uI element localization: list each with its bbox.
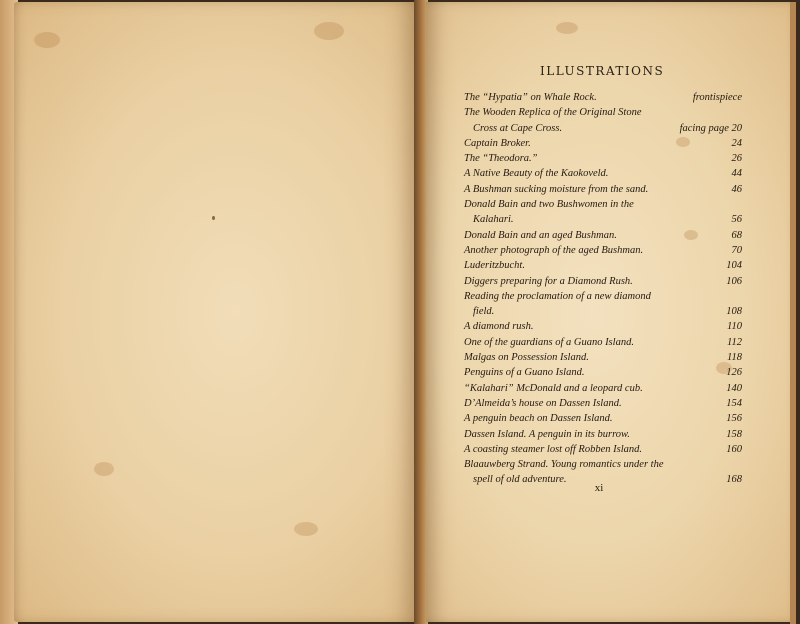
- entry-page-number: 46: [731, 183, 742, 195]
- entry-caption: [464, 442, 650, 457]
- entry-page-number: 118: [727, 352, 742, 364]
- right-page-edge: [790, 2, 796, 624]
- entry-page-number: 156: [726, 413, 742, 425]
- entry-caption: [464, 90, 605, 105]
- toc-entry: [464, 319, 742, 334]
- entry-caption-text: Blaauwberg Strand. Young romantics under the: [464, 459, 664, 471]
- entry-page-number: 44: [731, 168, 742, 180]
- foxing-spot: [556, 22, 578, 34]
- entry-caption: [464, 427, 638, 442]
- entry-page-number: frontispiece: [692, 92, 742, 103]
- entry-caption-text: Reading the proclamation of a new diamond: [464, 290, 651, 302]
- toc-entry: [464, 243, 742, 258]
- entry-caption: [464, 274, 641, 289]
- entry-caption: [464, 228, 625, 243]
- entry-page-number: 108: [726, 306, 742, 318]
- entry-page-number: facing page 20: [679, 122, 742, 134]
- entry-caption-text: Penguins of a Guano Island.: [464, 367, 585, 379]
- toc-entry: [464, 182, 742, 197]
- entry-caption-text: The “Theodora.”: [464, 153, 538, 165]
- entry-page-number: 158: [726, 428, 742, 440]
- entry-page-number: 168: [726, 474, 742, 486]
- entry-caption-continuation: field.: [473, 306, 495, 318]
- toc-entry: [464, 442, 742, 457]
- entry-caption-text: A diamond rush.: [464, 321, 534, 333]
- entry-caption-text: A penguin beach on Dassen Island.: [464, 413, 613, 425]
- toc-entry: [464, 350, 742, 365]
- foxing-spot: [294, 522, 318, 536]
- entry-caption: [464, 335, 642, 350]
- entry-caption: [464, 365, 592, 380]
- toc-entry: [464, 166, 742, 181]
- left-page-blank: [14, 2, 416, 622]
- toc-entry: [464, 197, 742, 228]
- entry-caption-text: Dassen Island. A penguin in its burrow.: [464, 428, 630, 440]
- page-number: xi: [594, 482, 604, 494]
- entry-page-number: 110: [727, 321, 742, 333]
- entry-caption-text: Captain Broker.: [464, 137, 531, 149]
- entry-page-number: 112: [727, 336, 742, 348]
- entry-caption-text: Another photograph of the aged Bushman.: [464, 244, 644, 256]
- toc-entry: [464, 105, 742, 136]
- toc-entry: [464, 274, 742, 289]
- entry-page-number: 154: [726, 397, 742, 409]
- entry-caption: [464, 243, 651, 258]
- entry-caption-text: “Kalahari” McDonald and a leopard cub.: [464, 382, 643, 394]
- entry-caption: [464, 151, 546, 166]
- entry-caption: [464, 182, 656, 197]
- entry-caption: [464, 197, 642, 228]
- toc-entry: [464, 258, 742, 273]
- entry-caption-text: Malgas on Possession Island.: [464, 352, 589, 364]
- entry-page-number: 126: [726, 367, 742, 379]
- entry-caption: [464, 381, 651, 396]
- toc-entry: [464, 90, 742, 105]
- toc-entry: [464, 289, 742, 320]
- entry-caption: [464, 396, 630, 411]
- entry-caption-text: D’Almeida’s house on Dassen Island.: [464, 397, 622, 409]
- entry-caption-text: Luderitzbucht.: [464, 260, 525, 272]
- entry-caption-continuation: Kalahari.: [473, 214, 514, 226]
- foxing-spot: [94, 462, 114, 476]
- entry-caption-text: The “Hypatia” on Whale Rock.: [464, 92, 597, 103]
- entry-caption-text: Donald Bain and an aged Bushman.: [464, 229, 617, 241]
- toc-entry: [464, 335, 742, 350]
- entry-page-number: 56: [731, 214, 742, 226]
- toc-entry: [464, 136, 742, 151]
- toc-entry: [464, 228, 742, 243]
- entry-caption: [464, 289, 659, 320]
- entry-caption-continuation: spell of old adventure.: [473, 474, 567, 486]
- illustrations-list: [464, 90, 742, 488]
- entry-caption-text: A coasting steamer lost off Robben Island.: [464, 443, 643, 455]
- foxing-spot: [212, 216, 215, 220]
- entry-caption: [464, 411, 621, 426]
- entry-page-number: 24: [731, 137, 742, 149]
- toc-entry: [464, 365, 742, 380]
- toc-entry: [464, 427, 742, 442]
- entry-caption: [464, 350, 597, 365]
- entry-caption-text: A Bushman sucking moisture from the sand.: [464, 183, 649, 195]
- entry-caption-text: One of the guardians of a Guano Island.: [464, 336, 634, 348]
- entry-page-number: 104: [726, 260, 742, 272]
- entry-page-number: 68: [731, 229, 742, 241]
- entry-page-number: 106: [726, 275, 742, 287]
- entry-page-number: 26: [731, 153, 742, 165]
- entry-page-number: 70: [731, 244, 742, 256]
- illustrations-heading: ILLUSTRATIONS: [540, 64, 665, 78]
- entry-caption: [464, 105, 650, 136]
- foxing-spot: [34, 32, 60, 48]
- entry-caption: [464, 166, 616, 181]
- foxing-spot: [314, 22, 344, 40]
- entry-caption: [464, 319, 542, 334]
- toc-entry: [464, 411, 742, 426]
- entry-caption-text: Diggers preparing for a Diamond Rush.: [464, 275, 633, 287]
- toc-entry: [464, 151, 742, 166]
- entry-caption-text: The Wooden Replica of the Original Stone: [464, 107, 642, 119]
- entry-caption-continuation: Cross at Cape Cross.: [473, 122, 563, 134]
- entry-page-number: 160: [726, 443, 742, 455]
- entry-page-number: 140: [726, 382, 742, 394]
- entry-caption-text: A Native Beauty of the Kaokoveld.: [464, 168, 609, 180]
- toc-entry: [464, 381, 742, 396]
- entry-caption: [464, 136, 539, 151]
- entry-caption: [464, 258, 533, 273]
- entry-caption-text: Donald Bain and two Bushwomen in the: [464, 199, 634, 211]
- entry-caption: [464, 457, 672, 488]
- toc-entry: [464, 396, 742, 411]
